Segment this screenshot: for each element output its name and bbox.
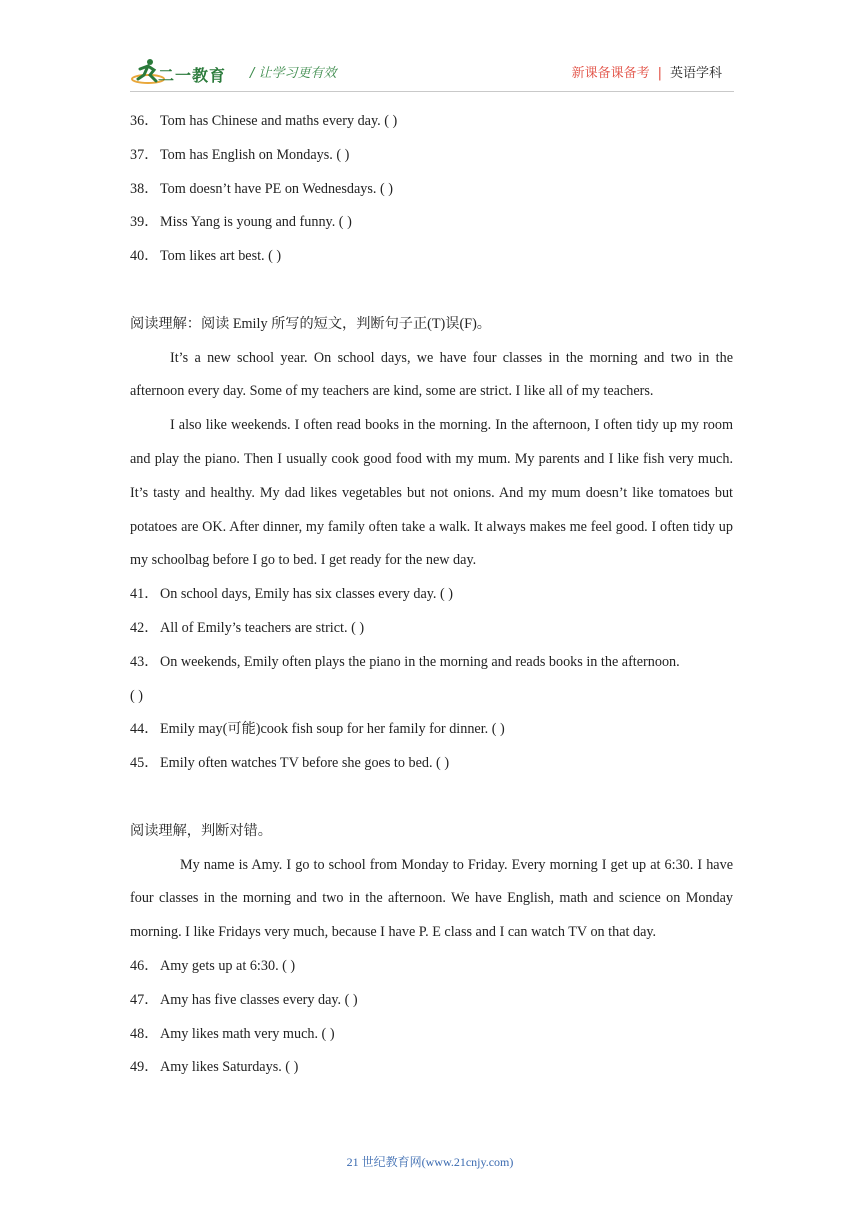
question-item xyxy=(130,1051,733,1085)
question-text: Tom has English on Mondays. ( ) xyxy=(160,146,350,163)
question-item xyxy=(130,240,733,274)
question-number: 42． xyxy=(130,619,159,636)
question-item xyxy=(130,950,733,984)
question-text: Amy has five classes every day. ( ) xyxy=(160,991,358,1008)
reading-paragraph: My name is Amy. I go to school from Monday to Friday. Every morning I get up at 6:30. I have four classes in the morning and two in the afternoon. We have English, math and science on Monday morning. I like Fridays very much, because I have P. E class and I can watch TV on that day. xyxy=(130,856,733,941)
question-item xyxy=(130,105,733,139)
section-heading: 阅读理解，判断对错。 xyxy=(130,822,272,839)
spacer xyxy=(130,274,733,308)
question-text: Tom doesn’t have PE on Wednesdays. ( ) xyxy=(160,180,393,197)
document-body xyxy=(130,105,733,1085)
question-text: Amy likes math very much. ( ) xyxy=(160,1025,335,1042)
question-number: 37． xyxy=(130,146,159,163)
subject-name: 英语学科 xyxy=(669,66,722,81)
question-text: Miss Yang is young and funny. ( ) xyxy=(160,214,352,231)
question-number: 49． xyxy=(130,1059,159,1076)
question-group-36-40 xyxy=(130,105,733,274)
reading-paragraph: It’s a new school year. On school days, we have four classes in the morning and two in the afternoon every day. Some of my teachers are kind, some are strict. I like all of my teachers. xyxy=(130,349,733,400)
question-number: 47． xyxy=(130,991,159,1008)
question-text: All of Emily’s teachers are strict. ( ) xyxy=(160,619,365,636)
question-text: ( ) xyxy=(130,687,143,704)
question-number: 48． xyxy=(130,1025,159,1042)
question-text: On weekends, Emily often plays the piano in the morning and reads books in the afternoon. xyxy=(160,653,680,670)
question-item xyxy=(130,578,733,612)
question-text: Amy gets up at 6:30. ( ) xyxy=(160,957,296,974)
question-number: 38． xyxy=(130,180,159,197)
question-item xyxy=(130,139,733,173)
question-item xyxy=(130,747,733,781)
spacer xyxy=(130,781,733,815)
page-header xyxy=(130,55,730,91)
question-item xyxy=(130,984,733,1018)
question-number: 44． xyxy=(130,721,159,738)
page-footer: 21 世纪教育网(www.21cnjy.com) xyxy=(346,1155,514,1169)
question-text: Emily often watches TV before she goes to bed. ( ) xyxy=(160,755,450,772)
question-number: 41． xyxy=(130,586,159,603)
question-item xyxy=(130,173,733,207)
logo xyxy=(130,55,242,89)
course-tag: 新课备课备考 xyxy=(571,66,650,81)
question-number: 43． xyxy=(130,653,159,670)
question-number: 39． xyxy=(130,214,159,231)
question-text: Emily may(可能)cook fish soup for her family for dinner. ( ) xyxy=(160,721,505,738)
question-item xyxy=(130,646,733,680)
question-text: Tom has Chinese and maths every day. ( ) xyxy=(160,113,398,129)
question-number: 36． xyxy=(130,113,159,129)
subject-label xyxy=(572,62,722,81)
slogan: / 让学习更有效 xyxy=(250,66,337,81)
question-text: Tom likes art best. ( ) xyxy=(160,248,282,265)
header-divider xyxy=(130,91,734,92)
question-number: 45． xyxy=(130,755,159,772)
question-item xyxy=(130,1018,733,1052)
question-text: On school days, Emily has six classes every day. ( ) xyxy=(160,586,454,603)
logo-text: 二一教育 xyxy=(158,66,227,85)
question-number: 40． xyxy=(130,248,159,265)
question-number: 46． xyxy=(130,957,159,974)
question-item xyxy=(130,713,733,747)
reading-paragraph: I also like weekends. I often read books in the morning. In the afternoon, I often tidy up my room and play the piano. Then I usually cook good food with my mum. My parents and I like fish very much. It’s tasty and healthy. My dad likes vegetables but not onions. And my mum doesn’t like tomatoes but potatoes are OK. After dinner, my family often take a walk. It always makes me feel good. I often tidy up my schoolbag before I go to bed. I get ready for the new day. xyxy=(130,417,733,569)
section-heading: 阅读理解：阅读 Emily 所写的短文，判断句子正(T)误(F)。 xyxy=(130,315,491,332)
question-text: Amy likes Saturdays. ( ) xyxy=(160,1059,299,1076)
question-item xyxy=(130,206,733,240)
question-item xyxy=(130,612,733,646)
answer-blank xyxy=(130,680,733,714)
header-separator: | xyxy=(657,66,662,81)
